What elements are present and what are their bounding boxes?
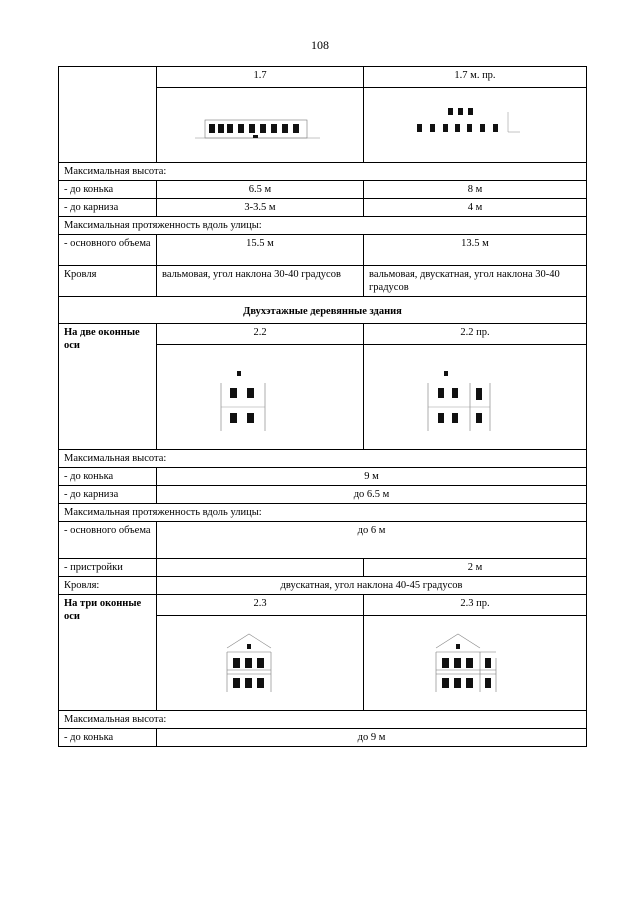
roof-value-1-7: вальмовая, угол наклона 30-40 градусов — [157, 266, 364, 297]
table-row — [59, 729, 587, 747]
roof-label-2: Кровля: — [59, 577, 157, 595]
ridge-label-2: - до конька — [59, 468, 157, 486]
table-row — [59, 559, 587, 577]
table-row — [59, 450, 587, 468]
type-label-2-2-pr: 2.2 пр. — [364, 324, 587, 345]
facade-drawing-1-7 — [185, 90, 335, 152]
facade-drawing-2-2-pr — [400, 347, 550, 439]
drawing-cell-2-2 — [157, 345, 364, 450]
table-row — [59, 711, 587, 729]
roof-value-1-7-mpr: вальмовая, двускатная, угол наклона 30-40 градусов — [364, 266, 587, 297]
building-spec-table — [58, 66, 587, 747]
main-volume-label-1: - основного объема — [59, 235, 157, 266]
max-length-heading-2: Максимальная протяженность вдоль улицы: — [59, 504, 587, 522]
extension-label: - пристройки — [59, 559, 157, 577]
ridge-value-1-7-mpr: 8 м — [364, 181, 587, 199]
drawing-cell-2-3-pr — [364, 616, 587, 711]
drawing-cell-2-2-pr — [364, 345, 587, 450]
max-height-heading-1: Максимальная высота: — [59, 163, 587, 181]
drawing-cell-2-3 — [157, 616, 364, 711]
table-row — [59, 181, 587, 199]
extension-value: 2 м — [364, 559, 587, 577]
type-label-1-7: 1.7 — [157, 67, 364, 88]
drawing-cell-1-7 — [157, 88, 364, 163]
eave-label-2: - до карниза — [59, 486, 157, 504]
table-row — [59, 504, 587, 522]
table-row — [59, 199, 587, 217]
table-row — [59, 522, 587, 559]
three-axes-label: На три оконные оси — [59, 595, 157, 711]
max-length-heading-1: Максимальная протяженность вдоль улицы: — [59, 217, 587, 235]
max-height-heading-2: Максимальная высота: — [59, 450, 587, 468]
table-row — [59, 235, 587, 266]
eave-value-2: до 6.5 м — [157, 486, 587, 504]
roof-value-2: двускатная, угол наклона 40-45 градусов — [157, 577, 587, 595]
roof-label-1: Кровля — [59, 266, 157, 297]
table-row — [59, 595, 587, 616]
type-label-2-2: 2.2 — [157, 324, 364, 345]
ridge-label-1: - до конька — [59, 181, 157, 199]
table-row — [59, 468, 587, 486]
main-volume-value-2: до 6 м — [157, 522, 587, 559]
main-volume-label-2: - основного объема — [59, 522, 157, 559]
table-row — [59, 577, 587, 595]
ridge-value-3: до 9 м — [157, 729, 587, 747]
table-row — [59, 486, 587, 504]
type-label-2-3: 2.3 — [157, 595, 364, 616]
facade-drawing-1-7-mpr — [400, 90, 550, 152]
table-row — [59, 217, 587, 235]
section-title: Двухэтажные деревянные здания — [59, 297, 587, 324]
ridge-label-3: - до конька — [59, 729, 157, 747]
facade-drawing-2-3 — [185, 618, 335, 702]
table-row — [59, 266, 587, 297]
extension-empty-cell — [157, 559, 364, 577]
ridge-value-2: 9 м — [157, 468, 587, 486]
eave-label-1: - до карниза — [59, 199, 157, 217]
two-axes-label: На две оконные оси — [59, 324, 157, 450]
type-label-1-7-mpr: 1.7 м. пр. — [364, 67, 587, 88]
page-number: 108 — [311, 38, 329, 52]
table-row — [59, 324, 587, 345]
main-volume-value-1-7-mpr: 13.5 м — [364, 235, 587, 266]
main-volume-value-1-7: 15.5 м — [157, 235, 364, 266]
eave-value-1-7-mpr: 4 м — [364, 199, 587, 217]
max-height-heading-3: Максимальная высота: — [59, 711, 587, 729]
empty-label-cell — [59, 67, 157, 163]
eave-value-1-7: 3-3.5 м — [157, 199, 364, 217]
table-row — [59, 163, 587, 181]
drawing-cell-1-7-mpr — [364, 88, 587, 163]
table-row — [59, 67, 587, 88]
table-row — [59, 297, 587, 324]
facade-drawing-2-2 — [185, 347, 335, 439]
facade-drawing-2-3-pr — [400, 618, 550, 702]
ridge-value-1-7: 6.5 м — [157, 181, 364, 199]
type-label-2-3-pr: 2.3 пр. — [364, 595, 587, 616]
